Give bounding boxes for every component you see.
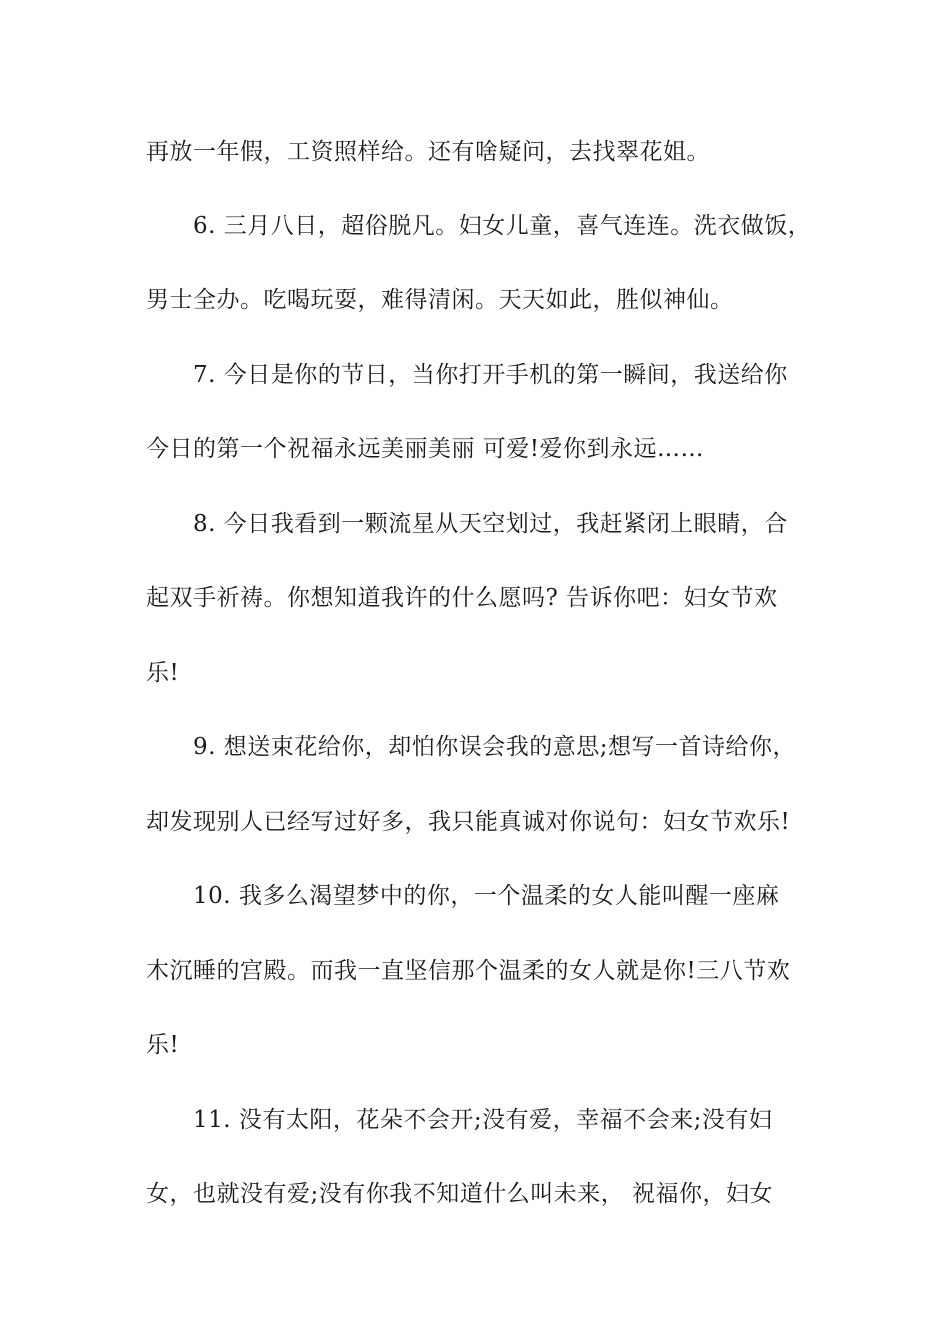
text-line: 8. 今日我看到一颗流星从天空划过，我赶紧闭上眼睛，合 <box>193 511 788 537</box>
text-line: 9. 想送束花给你，却怕你误会我的意思;想写一首诗给你， <box>193 734 797 760</box>
text-line: 再放一年假，工资照样给。还有啥疑问，去找翠花姐。 <box>146 139 710 165</box>
text-line: 11. 没有太阳，花朵不会开;没有爱，幸福不会来;没有妇 <box>193 1107 773 1133</box>
text-line: 起双手祈祷。你想知道我许的什么愿吗? 告诉你吧：妇女节欢 <box>146 585 778 611</box>
text-line: 却发现别人已经写过好多，我只能真诚对你说句：妇女节欢乐! <box>146 809 791 835</box>
text-line: 今日的第一个祝福永远美丽美丽 可爱!爱你到永远…… <box>146 436 705 462</box>
text-line: 10. 我多么渴望梦中的你，一个温柔的女人能叫醒一座麻 <box>193 883 780 909</box>
text-line: 7. 今日是你的节日，当你打开手机的第一瞬间，我送给你 <box>193 362 788 388</box>
text-line: 6. 三月八日，超俗脱凡。妇女儿童，喜气连连。洗衣做饭， <box>193 213 812 239</box>
text-line: 乐! <box>146 660 180 686</box>
text-line: 木沉睡的宫殿。而我一直坚信那个温柔的女人就是你!三八节欢 <box>146 958 791 984</box>
text-line: 女，也就没有爱;没有你我不知道什么叫未来， 祝福你，妇女 <box>146 1181 774 1207</box>
text-line: 男士全办。吃喝玩耍，难得清闲。天天如此，胜似神仙。 <box>146 287 734 313</box>
text-line: 乐! <box>146 1032 180 1058</box>
